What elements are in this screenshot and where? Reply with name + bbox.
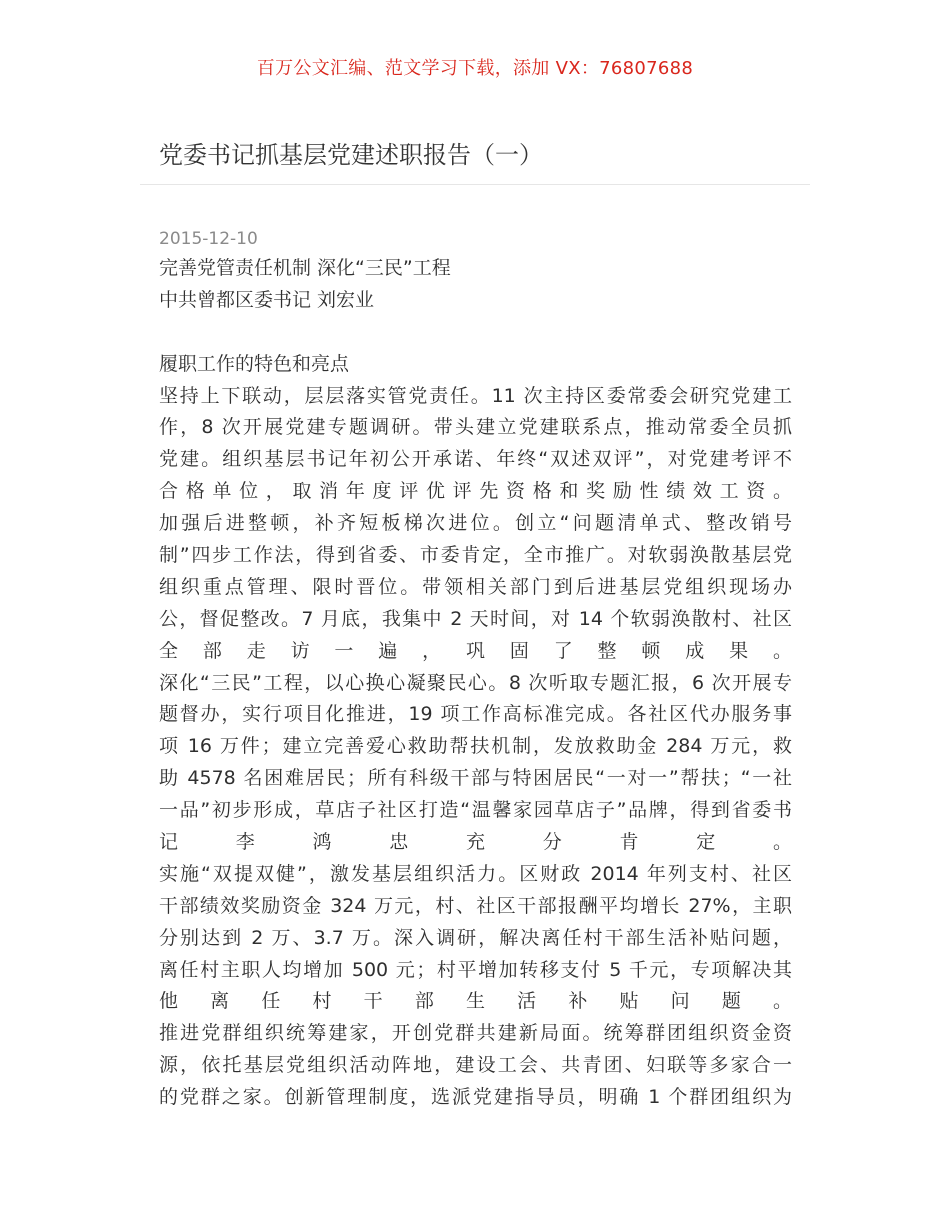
download-banner: 百万公文汇编、范文学习下载，添加 VX：76807688 (256, 58, 694, 79)
article-line: 加强后进整顿，补齐短板梯次进位。创立“问题清单式、整改销号 (159, 512, 792, 535)
article-line: 完善党管责任机制 深化“三民”工程 (159, 257, 451, 279)
article-line: 离任村主职人均增加 500 元；村平增加转移支付 5 千元，专项解决其 (159, 958, 792, 981)
article-line: 一品”初步形成，草店子社区打造“温馨家园草店子”品牌，得到省委书 (159, 799, 792, 822)
article-line: 助 4578 名困难居民；所有科级干部与特困居民“一对一”帮扶；“一社 (159, 767, 792, 790)
article-line: 坚持上下联动，层层落实管党责任。11 次主持区委常委会研究党建工 (159, 384, 792, 407)
article-line: 实施“双提双健”，激发基层组织活力。区财政 2014 年列支村、社区 (159, 862, 792, 885)
publish-date: 2015-12-10 (159, 229, 258, 249)
article-line: 党建。组织基层书记年初公开承诺、年终“双述双评”，对党建考评不 (159, 448, 792, 471)
article-line: 推进党群组织统筹建家，开创党群共建新局面。统筹群团组织资金资 (159, 1022, 792, 1045)
article-line: 组织重点管理、限时晋位。带领相关部门到后进基层党组织现场办 (159, 575, 792, 598)
article-line: 记李鸿忠充分肯定。 (159, 831, 792, 854)
article-line: 中共曾都区委书记 刘宏业 (159, 288, 375, 311)
article-line: 分别达到 2 万、3.7 万。深入调研，解决离任村干部生活补贴问题， (159, 926, 792, 949)
article-line: 项 16 万件；建立完善爱心救助帮扶机制，发放救助金 284 万元，救 (159, 735, 792, 758)
article-line: 他离任村干部生活补贴问题。 (159, 990, 792, 1013)
article-line: 的党群之家。创新管理制度，选派党建指导员，明确 1 个群团组织为 (159, 1086, 792, 1109)
article-line: 源，依托基层党组织活动阵地，建设工会、共青团、妇联等多家合一 (159, 1054, 792, 1077)
article-title: 党委书记抓基层党建述职报告（一） (159, 141, 543, 169)
section-heading: 履职工作的特色和亮点 (159, 352, 350, 375)
article-line: 题督办，实行项目化推进，19 项工作高标准完成。各社区代办服务事 (159, 703, 792, 726)
title-divider (140, 184, 810, 185)
article-line: 全部走访一遍，巩固了整顿成果。 (159, 639, 792, 662)
article-line: 深化“三民”工程，以心换心凝聚民心。8 次听取专题汇报，6 次开展专 (159, 671, 792, 694)
article-line: 制”四步工作法，得到省委、市委肯定，全市推广。对软弱涣散基层党 (159, 544, 792, 567)
article-line: 公，督促整改。7 月底，我集中 2 天时间，对 14 个软弱涣散村、社区 (159, 607, 792, 630)
article-line: 作，8 次开展党建专题调研。带头建立党建联系点，推动常委全员抓 (159, 416, 792, 439)
article-line: 干部绩效奖励资金 324 万元，村、社区干部报酬平均增长 27%，主职 (159, 894, 792, 917)
article-body (159, 253, 792, 1114)
article-line: 合格单位，取消年度评优评先资格和奖励性绩效工资。 (159, 480, 792, 503)
article-line (159, 317, 792, 349)
